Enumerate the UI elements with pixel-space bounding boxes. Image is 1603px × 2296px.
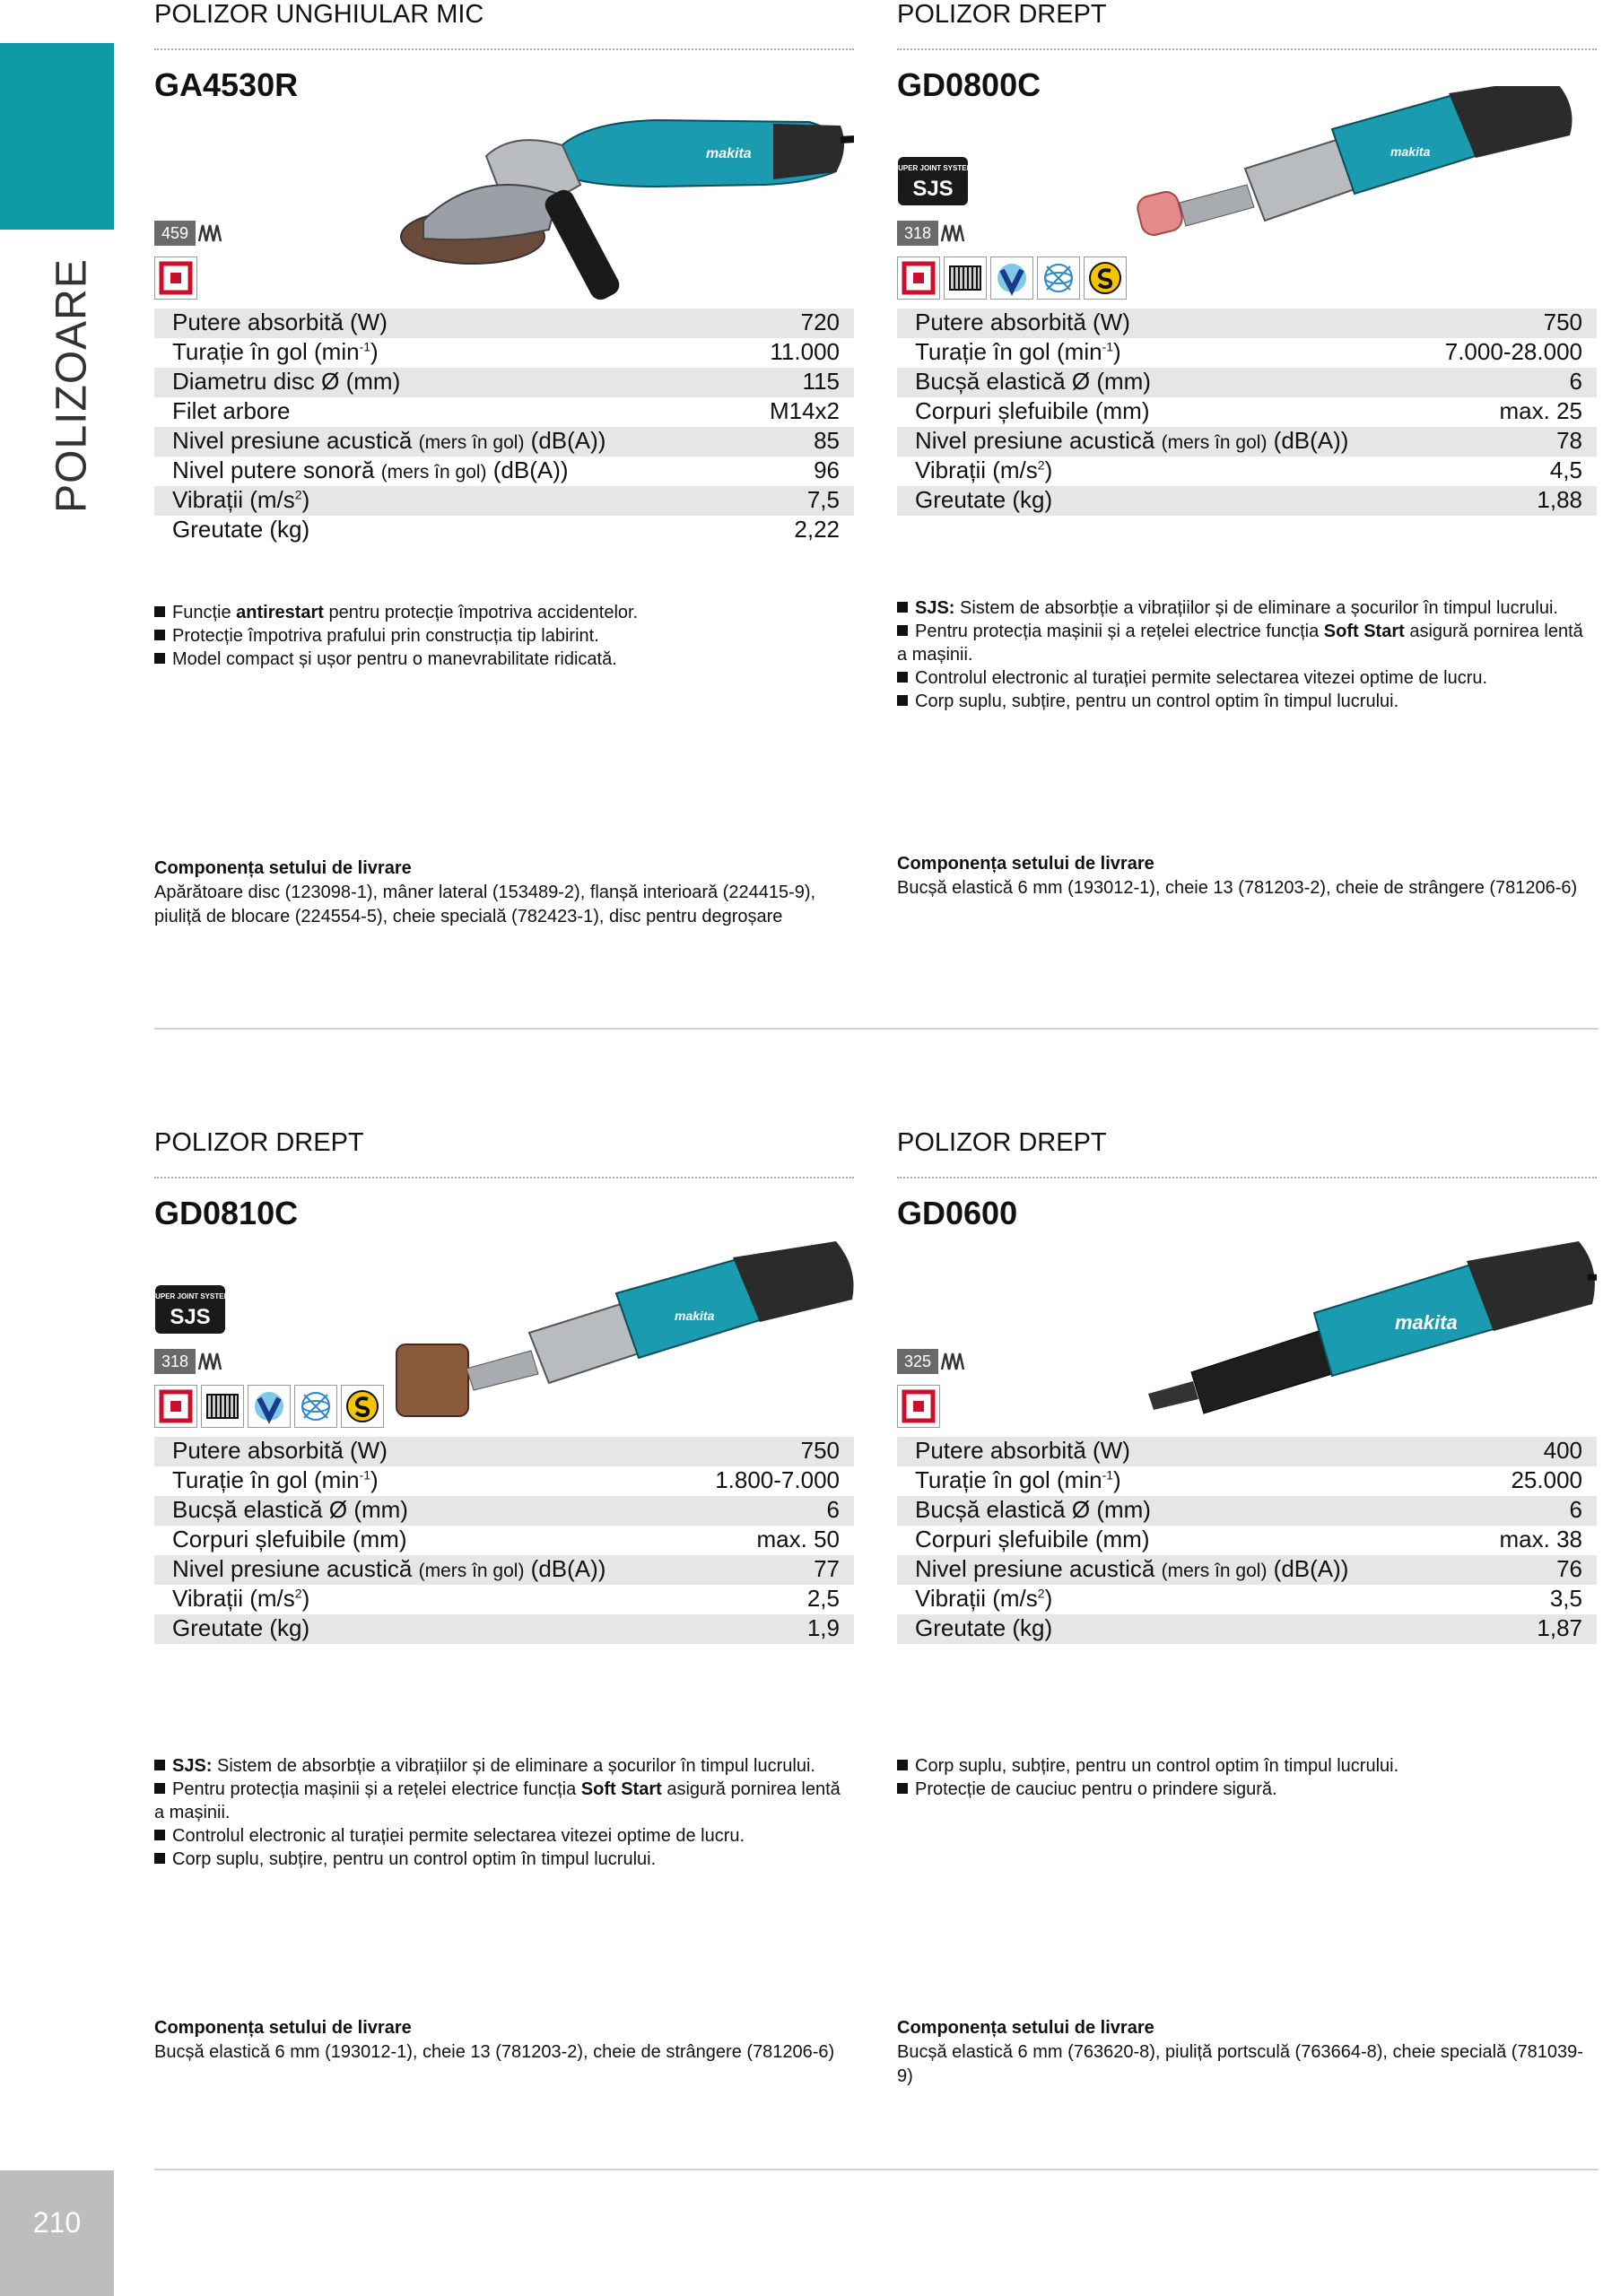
spec-value: 1,88	[1537, 486, 1582, 513]
spec-value: 2,5	[806, 1585, 840, 1612]
feature-item	[897, 596, 1597, 620]
spec-row	[154, 1466, 854, 1496]
delivery-title: Componența setului de livrare	[897, 854, 1154, 874]
delivery-block	[897, 2016, 1597, 2089]
feature-text: Pentru protecția mașinii și a rețelei electrice funcția	[172, 1779, 581, 1799]
spec-value: 78	[1556, 427, 1582, 454]
spec-label-text: Putere absorbită (W)	[172, 1437, 388, 1464]
svg-text:SUPER JOINT SYSTEM: SUPER JOINT SYSTEM	[154, 1292, 226, 1300]
sjs-logo	[154, 1284, 226, 1335]
spec-label	[915, 457, 1052, 484]
spec-label-unit: )	[1044, 1585, 1053, 1612]
spec-row	[154, 338, 854, 368]
spec-label-text: Nivel presiune acustică	[915, 427, 1162, 454]
bullet-icon	[897, 695, 908, 706]
spec-value: 77	[814, 1555, 840, 1582]
labyrinth-icon	[944, 257, 987, 300]
spec-label-text: Putere absorbită (W)	[172, 309, 388, 335]
spec-row	[154, 368, 854, 397]
feature-item	[154, 624, 854, 648]
double-insulation-icon	[897, 1385, 940, 1428]
spec-label-text: Bucșă elastică Ø (mm)	[915, 368, 1151, 395]
product-card	[154, 0, 854, 994]
spec-label-sup: 2	[294, 1586, 302, 1601]
spec-row	[897, 427, 1597, 457]
feature-text: Corp suplu, subțire, pentru un control optim în timpul lucrului.	[915, 691, 1399, 711]
spec-row	[154, 1496, 854, 1526]
spec-row	[154, 457, 854, 486]
feature-item	[154, 648, 854, 671]
spec-label	[915, 338, 1121, 366]
spec-row	[154, 397, 854, 427]
feature-text: Controlul electronic al turației permite selectarea vitezei optime de lucru.	[915, 668, 1488, 688]
product-photo	[1130, 1214, 1597, 1457]
spec-label-sup: -1	[359, 339, 371, 354]
spec-row	[154, 486, 854, 516]
spec-label	[172, 1555, 605, 1583]
feature-text: Pentru protecția mașinii și a rețelei electrice funcția	[915, 622, 1324, 641]
spec-row	[897, 1526, 1597, 1555]
product-photo	[388, 1214, 854, 1457]
spec-label	[915, 368, 1151, 396]
category-divider	[154, 1177, 854, 1178]
spec-value: 6	[826, 1496, 840, 1523]
spec-label-text: Nivel presiune acustică	[915, 1555, 1162, 1582]
spec-label-unit: )	[1113, 1466, 1121, 1493]
bullet-icon	[897, 1760, 908, 1770]
product-model: GD0810C	[154, 1195, 299, 1231]
spec-label	[915, 1555, 1348, 1583]
spec-value: 85	[814, 427, 840, 454]
spec-label-text: Nivel putere sonoră	[172, 457, 381, 483]
feature-text: Corp suplu, subțire, pentru un control optim în timpul lucrului.	[915, 1756, 1399, 1776]
spring-icon	[940, 1350, 967, 1373]
section-divider	[154, 2169, 1599, 2170]
spec-label	[172, 1526, 407, 1553]
spec-label-unit: (dB(A))	[486, 457, 569, 483]
spec-row	[897, 1437, 1597, 1466]
svg-text:makita: makita	[706, 146, 752, 161]
spec-label-text: Turație în gol (min	[915, 1466, 1102, 1493]
spec-label-sup: 2	[1037, 1586, 1045, 1601]
spec-label	[915, 427, 1348, 455]
feature-text: Protecție de cauciuc pentru o prindere sigură.	[915, 1779, 1277, 1799]
spec-value: 96	[814, 457, 840, 483]
spec-label	[172, 1437, 388, 1465]
feature-text: pentru protecție împotriva accidentelor.	[323, 603, 639, 622]
spec-label	[172, 427, 605, 455]
warranty-number: 459	[154, 221, 196, 246]
feature-list	[154, 1754, 854, 1871]
spec-label-text: Greutate (kg)	[172, 1614, 310, 1641]
spec-label-text: Vibrații (m/s	[172, 486, 295, 513]
product-category: POLIZOR DREPT	[897, 1128, 1107, 1157]
spec-label-text: Nivel presiune acustică	[172, 1555, 419, 1582]
spec-label	[172, 309, 388, 336]
delivery-text: Apărătoare disc (123098-1), mâner lateral (153489-2), flanșă interioară (224415-9), piuliță de blocare (224554-5), cheie specială (782423-1), disc pentru degroșare	[154, 883, 816, 926]
feature-item	[154, 1754, 854, 1778]
spec-label-text: Bucșă elastică Ø (mm)	[172, 1496, 408, 1523]
bullet-icon	[154, 630, 165, 640]
spec-label	[915, 1437, 1130, 1465]
spec-label-text: Turație în gol (min	[172, 1466, 360, 1493]
spec-label-text: Vibrații (m/s	[915, 1585, 1038, 1612]
spec-label-text: Vibrații (m/s	[915, 457, 1038, 483]
section-divider	[154, 1028, 1599, 1030]
spec-label-sup: 2	[1037, 457, 1045, 473]
spec-label-text: Vibrații (m/s	[172, 1585, 295, 1612]
spec-label-sup: -1	[1102, 1467, 1114, 1483]
feature-list	[897, 596, 1597, 713]
spec-value: 1,9	[806, 1614, 840, 1641]
spec-label-unit: )	[1113, 338, 1121, 365]
spec-row	[897, 368, 1597, 397]
spec-value: 1,87	[1537, 1614, 1582, 1641]
spec-label-text: Turație în gol (min	[915, 338, 1102, 365]
spec-label-unit: )	[301, 486, 310, 513]
warranty-number: 318	[897, 221, 938, 246]
section-color-tab	[0, 43, 114, 230]
spec-label-unit: (dB(A))	[1267, 1555, 1349, 1582]
spec-label	[172, 1614, 309, 1642]
spec-value: 6	[1569, 1496, 1582, 1523]
feature-item	[154, 1778, 854, 1824]
spec-label	[172, 457, 569, 484]
spec-label-text: Diametru disc Ø (mm)	[172, 368, 401, 395]
spec-row	[897, 309, 1597, 338]
spec-label	[172, 1585, 309, 1613]
spec-label	[172, 368, 400, 396]
spec-row	[154, 1526, 854, 1555]
spec-row	[154, 516, 854, 545]
spec-label	[915, 486, 1052, 514]
feature-item	[154, 1848, 854, 1871]
variable-speed-icon	[248, 1385, 291, 1428]
spec-label	[915, 1614, 1052, 1642]
bullet-icon	[897, 672, 908, 683]
spec-row	[154, 1437, 854, 1466]
spec-label-note: (mers în gol)	[380, 462, 487, 483]
spec-label	[172, 486, 309, 514]
spec-row	[154, 1555, 854, 1585]
delivery-text: Bucșă elastică 6 mm (763620-8), piuliță portsculă (763664-8), cheie specială (781039-9)	[897, 2042, 1583, 2086]
spec-label-note: (mers în gol)	[418, 432, 525, 453]
svg-text:SJS: SJS	[170, 1305, 211, 1329]
feature-icons	[897, 1385, 940, 1428]
bullet-icon	[154, 1830, 165, 1840]
feature-item	[897, 1778, 1597, 1801]
svg-text:makita: makita	[675, 1309, 715, 1323]
soft-start-icon	[341, 1385, 384, 1428]
spec-label-text: Putere absorbită (W)	[915, 309, 1130, 335]
spec-label-unit: (dB(A))	[524, 427, 606, 454]
spec-value: 7,5	[806, 486, 840, 513]
delivery-title: Componența setului de livrare	[154, 2018, 412, 2038]
spec-value: 400	[1543, 1437, 1582, 1464]
product-category: POLIZOR DREPT	[897, 0, 1107, 29]
spec-value: 750	[800, 1437, 840, 1464]
spec-label-text: Corpuri șlefuibile (mm)	[172, 1526, 407, 1552]
warranty-number: 325	[897, 1349, 938, 1374]
spec-row	[154, 309, 854, 338]
spec-row	[897, 457, 1597, 486]
spec-label-unit: )	[301, 1585, 310, 1612]
bullet-icon	[154, 606, 165, 617]
product-category: POLIZOR DREPT	[154, 1128, 364, 1157]
spec-row	[897, 1466, 1597, 1496]
feature-text: Funcție	[172, 603, 237, 622]
spec-label	[915, 1526, 1150, 1553]
feature-item	[897, 666, 1597, 690]
double-insulation-icon	[897, 257, 940, 300]
spec-value: 115	[802, 368, 840, 395]
warranty-badge	[154, 1348, 224, 1375]
spec-label-text: Filet arbore	[172, 397, 291, 424]
spec-row	[154, 1585, 854, 1614]
spec-label-sup: 2	[294, 487, 302, 502]
product-model: GA4530R	[154, 66, 299, 103]
feature-item	[897, 1754, 1597, 1778]
feature-item	[897, 690, 1597, 713]
category-divider	[154, 48, 854, 50]
spec-table	[897, 309, 1597, 516]
spec-value: 3,5	[1549, 1585, 1582, 1612]
spec-label-unit: )	[370, 1466, 379, 1493]
feature-item	[154, 1824, 854, 1848]
spec-value: 25.000	[1511, 1466, 1582, 1493]
spring-icon	[940, 222, 967, 245]
spec-row	[897, 338, 1597, 368]
spec-label-note: (mers în gol)	[1161, 1561, 1268, 1581]
delivery-text: Bucșă elastică 6 mm (193012-1), cheie 13 (781203-2), cheie de strângere (781206-6)	[897, 878, 1578, 898]
page-number-box	[0, 2170, 114, 2296]
feature-icons	[154, 257, 197, 300]
spec-value: 76	[1556, 1555, 1582, 1582]
feature-icons	[897, 257, 1127, 300]
product-photo	[1130, 86, 1597, 328]
bullet-icon	[897, 602, 908, 613]
spec-label-text: Bucșă elastică Ø (mm)	[915, 1496, 1151, 1523]
warranty-badge	[154, 220, 224, 247]
bullet-icon	[897, 625, 908, 636]
bullet-icon	[897, 1783, 908, 1794]
spec-value: 6	[1569, 368, 1582, 395]
product-photo	[388, 86, 854, 328]
warranty-badge	[897, 1348, 967, 1375]
spec-value: 2,22	[794, 516, 840, 543]
feature-text: Sistem de absorbție a vibrațiilor și de eliminare a șocurilor în timpul lucrului.	[954, 598, 1558, 618]
spec-row	[154, 1614, 854, 1644]
labyrinth-icon	[201, 1385, 244, 1428]
spec-value: max. 38	[1499, 1526, 1582, 1552]
bullet-icon	[154, 1783, 165, 1794]
spec-row	[897, 1555, 1597, 1585]
spec-label	[172, 397, 291, 425]
feature-text: antirestart	[236, 603, 324, 622]
category-divider	[897, 1177, 1597, 1178]
spec-row	[897, 1585, 1597, 1614]
spec-value: 11.000	[770, 338, 840, 365]
spec-table	[897, 1437, 1597, 1644]
product-card	[897, 1128, 1597, 2122]
delivery-title: Componența setului de livrare	[897, 2018, 1154, 2038]
feature-text: Protecție împotriva prafului prin construcția tip labirint.	[172, 626, 599, 646]
spec-value: 7.000-28.000	[1444, 338, 1582, 365]
product-category: POLIZOR UNGHIULAR MIC	[154, 0, 484, 29]
product-card	[897, 0, 1597, 994]
spec-row	[897, 1614, 1597, 1644]
warranty-badge	[897, 220, 967, 247]
feature-text: Soft Start	[580, 1779, 662, 1799]
spec-row	[154, 427, 854, 457]
page-number: 210	[32, 2206, 82, 2239]
spec-label	[172, 1496, 408, 1524]
double-insulation-icon	[154, 257, 197, 300]
spec-table	[154, 1437, 854, 1644]
spec-label-text: Greutate (kg)	[915, 486, 1053, 513]
sjs-logo	[897, 156, 969, 206]
spec-row	[897, 1496, 1597, 1526]
spec-value: 750	[1543, 309, 1582, 335]
section-title	[45, 258, 99, 513]
spec-label	[172, 1466, 379, 1494]
spec-label	[915, 397, 1150, 425]
spec-table	[154, 309, 854, 545]
delivery-block	[154, 2016, 854, 2065]
feature-text: Soft Start	[1323, 622, 1405, 641]
product-model: GD0600	[897, 1195, 1018, 1231]
spec-label	[915, 309, 1130, 336]
svg-text:makita: makita	[1390, 144, 1431, 159]
feature-list	[897, 1754, 1597, 1801]
feature-text: Sistem de absorbție a vibrațiilor și de eliminare a șocurilor în timpul lucrului.	[212, 1756, 815, 1776]
spec-label-text: Turație în gol (min	[172, 338, 360, 365]
product-card	[154, 1128, 854, 2122]
bullet-icon	[154, 1853, 165, 1864]
spec-label-text: Putere absorbită (W)	[915, 1437, 1130, 1464]
warranty-number: 318	[154, 1349, 196, 1374]
delivery-block	[154, 857, 854, 929]
spec-label-text: Corpuri șlefuibile (mm)	[915, 397, 1150, 424]
spec-label	[915, 1496, 1151, 1524]
spec-label-unit: (dB(A))	[524, 1555, 606, 1582]
feature-text: asigură pornirea lentă a mașinii.	[154, 1779, 841, 1822]
spec-label-sup: -1	[1102, 339, 1114, 354]
delivery-block	[897, 852, 1597, 900]
spec-label-note: (mers în gol)	[418, 1561, 525, 1581]
spec-label	[915, 1466, 1121, 1494]
spec-label-unit: )	[1044, 457, 1053, 483]
product-model: GD0800C	[897, 66, 1041, 103]
feature-text: asigură pornirea lentă a mașinii.	[897, 622, 1583, 665]
spring-icon	[197, 222, 224, 245]
bullet-icon	[154, 1760, 165, 1770]
variable-speed-icon	[990, 257, 1033, 300]
category-divider	[897, 48, 1597, 50]
spec-label-sup: -1	[359, 1467, 371, 1483]
svg-text:SJS: SJS	[912, 177, 954, 201]
feature-icons	[154, 1385, 384, 1428]
spec-label	[172, 516, 309, 544]
spec-label-unit: )	[370, 338, 379, 365]
spec-label	[915, 1585, 1052, 1613]
bullet-icon	[154, 653, 165, 664]
spec-label-note: (mers în gol)	[1161, 432, 1268, 453]
feature-text: SJS:	[172, 1756, 213, 1776]
feature-text: Corp suplu, subțire, pentru un control optim în timpul lucrului.	[172, 1849, 657, 1869]
spec-row	[897, 486, 1597, 516]
svg-text:SUPER JOINT SYSTEM: SUPER JOINT SYSTEM	[897, 164, 969, 172]
spec-label-text: Corpuri șlefuibile (mm)	[915, 1526, 1150, 1552]
spec-value: 4,5	[1549, 457, 1582, 483]
feature-item	[897, 620, 1597, 666]
section-title-text: POLIZOARE	[48, 258, 96, 513]
spec-value: M14x2	[769, 397, 840, 424]
spec-value: max. 25	[1499, 397, 1582, 424]
feature-text: Model compact și ușor pentru o manevrabilitate ridicată.	[172, 649, 617, 669]
spec-label-text: Greutate (kg)	[172, 516, 310, 543]
electronic-icon	[294, 1385, 337, 1428]
svg-text:makita: makita	[1395, 1311, 1458, 1334]
double-insulation-icon	[154, 1385, 197, 1428]
feature-list	[154, 601, 854, 671]
feature-text: SJS:	[915, 598, 955, 618]
spec-value: 1.800-7.000	[715, 1466, 840, 1493]
delivery-title: Componența setului de livrare	[154, 858, 412, 878]
electronic-icon	[1037, 257, 1080, 300]
spec-value: 720	[800, 309, 840, 335]
spec-row	[897, 397, 1597, 427]
feature-item	[154, 601, 854, 624]
spec-label	[172, 338, 379, 366]
delivery-text: Bucșă elastică 6 mm (193012-1), cheie 13 (781203-2), cheie de strângere (781206-6)	[154, 2042, 835, 2062]
soft-start-icon	[1084, 257, 1127, 300]
feature-text: Controlul electronic al turației permite selectarea vitezei optime de lucru.	[172, 1826, 745, 1846]
spec-label-text: Nivel presiune acustică	[172, 427, 419, 454]
spec-label-text: Greutate (kg)	[915, 1614, 1053, 1641]
spec-label-unit: (dB(A))	[1267, 427, 1349, 454]
spring-icon	[197, 1350, 224, 1373]
spec-value: max. 50	[756, 1526, 840, 1552]
